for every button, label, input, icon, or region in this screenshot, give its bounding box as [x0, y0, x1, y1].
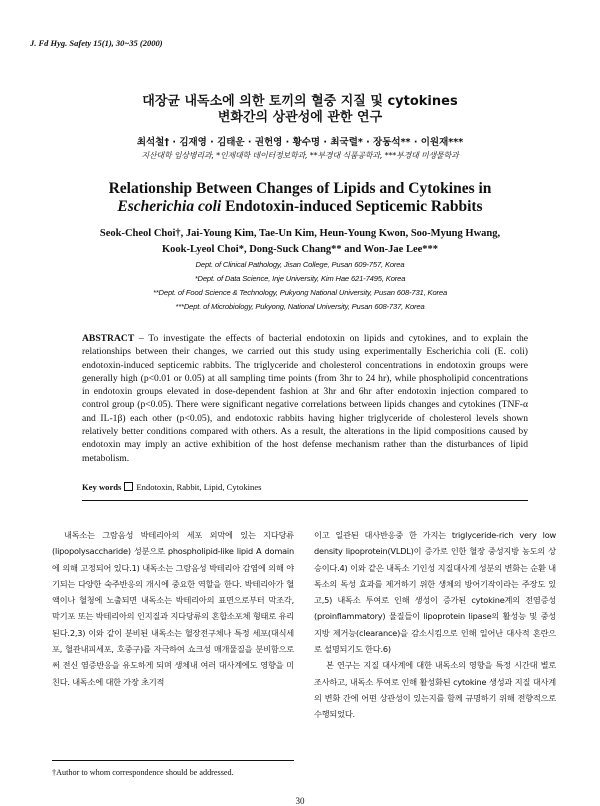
keywords-text: Endotoxin, Rabbit, Lipid, Cytokines: [136, 482, 262, 492]
footnote: †Author to whom correspondence should be addressed.: [52, 768, 234, 777]
english-authors-line-1: Seok-Cheol Choi†, Jai-Young Kim, Tae-Un Kim, Heun-Young Kwon, Soo-Myung Hwang,: [99, 228, 501, 239]
body-column-right: [314, 527, 556, 723]
affiliation-3: **Dept. of Food Science & Technology, Pukyong National University, Pusan 608-731, Korea: [152, 288, 448, 297]
affiliation-4: ***Dept. of Microbiology, Pukyong, National University, Pusan 608-737, Korea: [175, 302, 425, 311]
english-title-line-2: [0, 198, 600, 216]
korean-affiliations: 지산대학 임상병리과, *인제대학 데이터정보학과, **부경대 식품공학과, ***부경대 미생물학과: [141, 151, 459, 160]
body-paragraph: 내독소는 그람음성 박테리아의 세포 외막에 있는 지다당류(lipopolysaccharide) 성분으로 phospholipid-like lipid A domain에 의해 고정되어 있다.1) 내독소는 그람음성 박테리아 감염에 의해 야기되는 다양한 숙주반응의 개시에 중요한 역할을 한다. 박테리아가 혈액이나 혈청에 노출되면 내독소는 박테리아의 표면으로부터 막조각, 막기포 또는 박테리아의 인지질과 지다당류의 혼합소포체 형태로 유리된다.2,3) 이와 같이 분비된 내독소는 혈장전구체나 특정 세포(대식세포, 혈관내피세포, 호중구)를 자극하여 쇼크성 매개물질을 분비함으로써 전신 염증반응을 유도하게 되며 생체내 여러 대사계에도 영향을 미친다. 내독소에 대한 가장 초기적: [52, 530, 294, 687]
body-paragraph: 본 연구는 지질 대사계에 대한 내독소의 영향을 특정 시간대 별로 조사하고, 내독소 투여로 인해 활성화된 cytokine 생성과 지질 대사계의 변화 간에 어떤 상관성이 있는지를 함께 규명하기 위해 전향적으로 수행되었다.: [314, 660, 556, 720]
page-number: 30: [295, 796, 305, 806]
checkbox-square-icon: [124, 482, 133, 491]
abstract-text: – To investigate the effects of bacterial endotoxin on lipids and cytokines, and to explain the relationships between their changes, we carried out this study using experimentally Escherichia coli (E. coli) endotoxin-induced septicemic rabbits. The triglyceride and cholesterol concentrations in endotoxin groups were generally high (p<0.01 or 0.05) at all sampling time points (from 3hr to 24 hr), while phospholipid concentrations in endotoxin groups elevated in dose-dependent fashion at 3hr and 6hr after endotoxin injection compared to control group (p<0.05). There were significant negative correlations between lipids changes and cytokines (TNF-α and IL-1β) each other (p<0.05), and endotoxic rabbits having higher triglyceride of cholesterol levels shown relatively better conditions compared with others. As a result, the alterations in the lipid compositions caused by endotoxin may imply an active exhibition of the host defense mechanism rather than the disturbances of lipid metabolism.: [82, 333, 528, 464]
english-title-organism: Escherichia coli: [117, 198, 222, 215]
english-title-line-1: Relationship Between Changes of Lipids and Cytokines in: [108, 180, 492, 197]
korean-title-line-1: 대장균 내독소에 의한 토끼의 혈중 지질 및 cytokines: [142, 94, 458, 109]
body-paragraph: 이고 일관된 대사반응중 한 가지는 triglyceride-rich very low density lipoprotein(VLDL)이 증가로 인한 혈장 중성지방 농도의 상승이다.4) 이와 같은 내독소 기인성 지질대사계 성분의 변화는 순환 내독소의 독성 효과를 제거하기 위한 생체의 방어기작이라는 주장도 있고,5) 내독소 투여로 인해 생성이 증가된 cytokine계의 전염증성(proinflammatory) 물질들이 lipoprotein lipase의 활성능 및 중성지방 제거능(clearance)을 감소시킴으로 인해 일어난 대사적 혼란으로 설명되기도 한다.6): [314, 530, 556, 655]
english-authors-line-2: Kook-Lyeol Choi*, Dong-Suck Chang** and Won-Jae Lee***: [161, 244, 439, 255]
abstract-label: ABSTRACT: [82, 333, 135, 344]
body-column-left: [52, 527, 294, 690]
affiliation-2: *Dept. of Data Science, Inje University, Kim Hae 621-7495, Korea: [194, 274, 406, 283]
affiliation-1: Dept. of Clinical Pathology, Jisan College, Pusan 609-757, Korea: [195, 260, 405, 269]
korean-title-line-2: 변화간의 상관성에 관한 연구: [217, 110, 383, 125]
keywords: [82, 482, 261, 492]
keywords-label: Key words: [82, 482, 122, 492]
footnote-divider: [52, 760, 294, 761]
korean-authors: 최석철† · 김재영 · 김태운 · 권헌영 · 황수명 · 최국렬* · 장동석** · 이원재***: [136, 137, 464, 148]
abstract: [82, 332, 528, 465]
section-divider: [82, 500, 528, 501]
journal-reference: J. Fd Hyg. Safety 15(1), 30~35 (2000): [30, 38, 163, 48]
english-title-rest: Endotoxin-induced Septicemic Rabbits: [221, 198, 483, 215]
